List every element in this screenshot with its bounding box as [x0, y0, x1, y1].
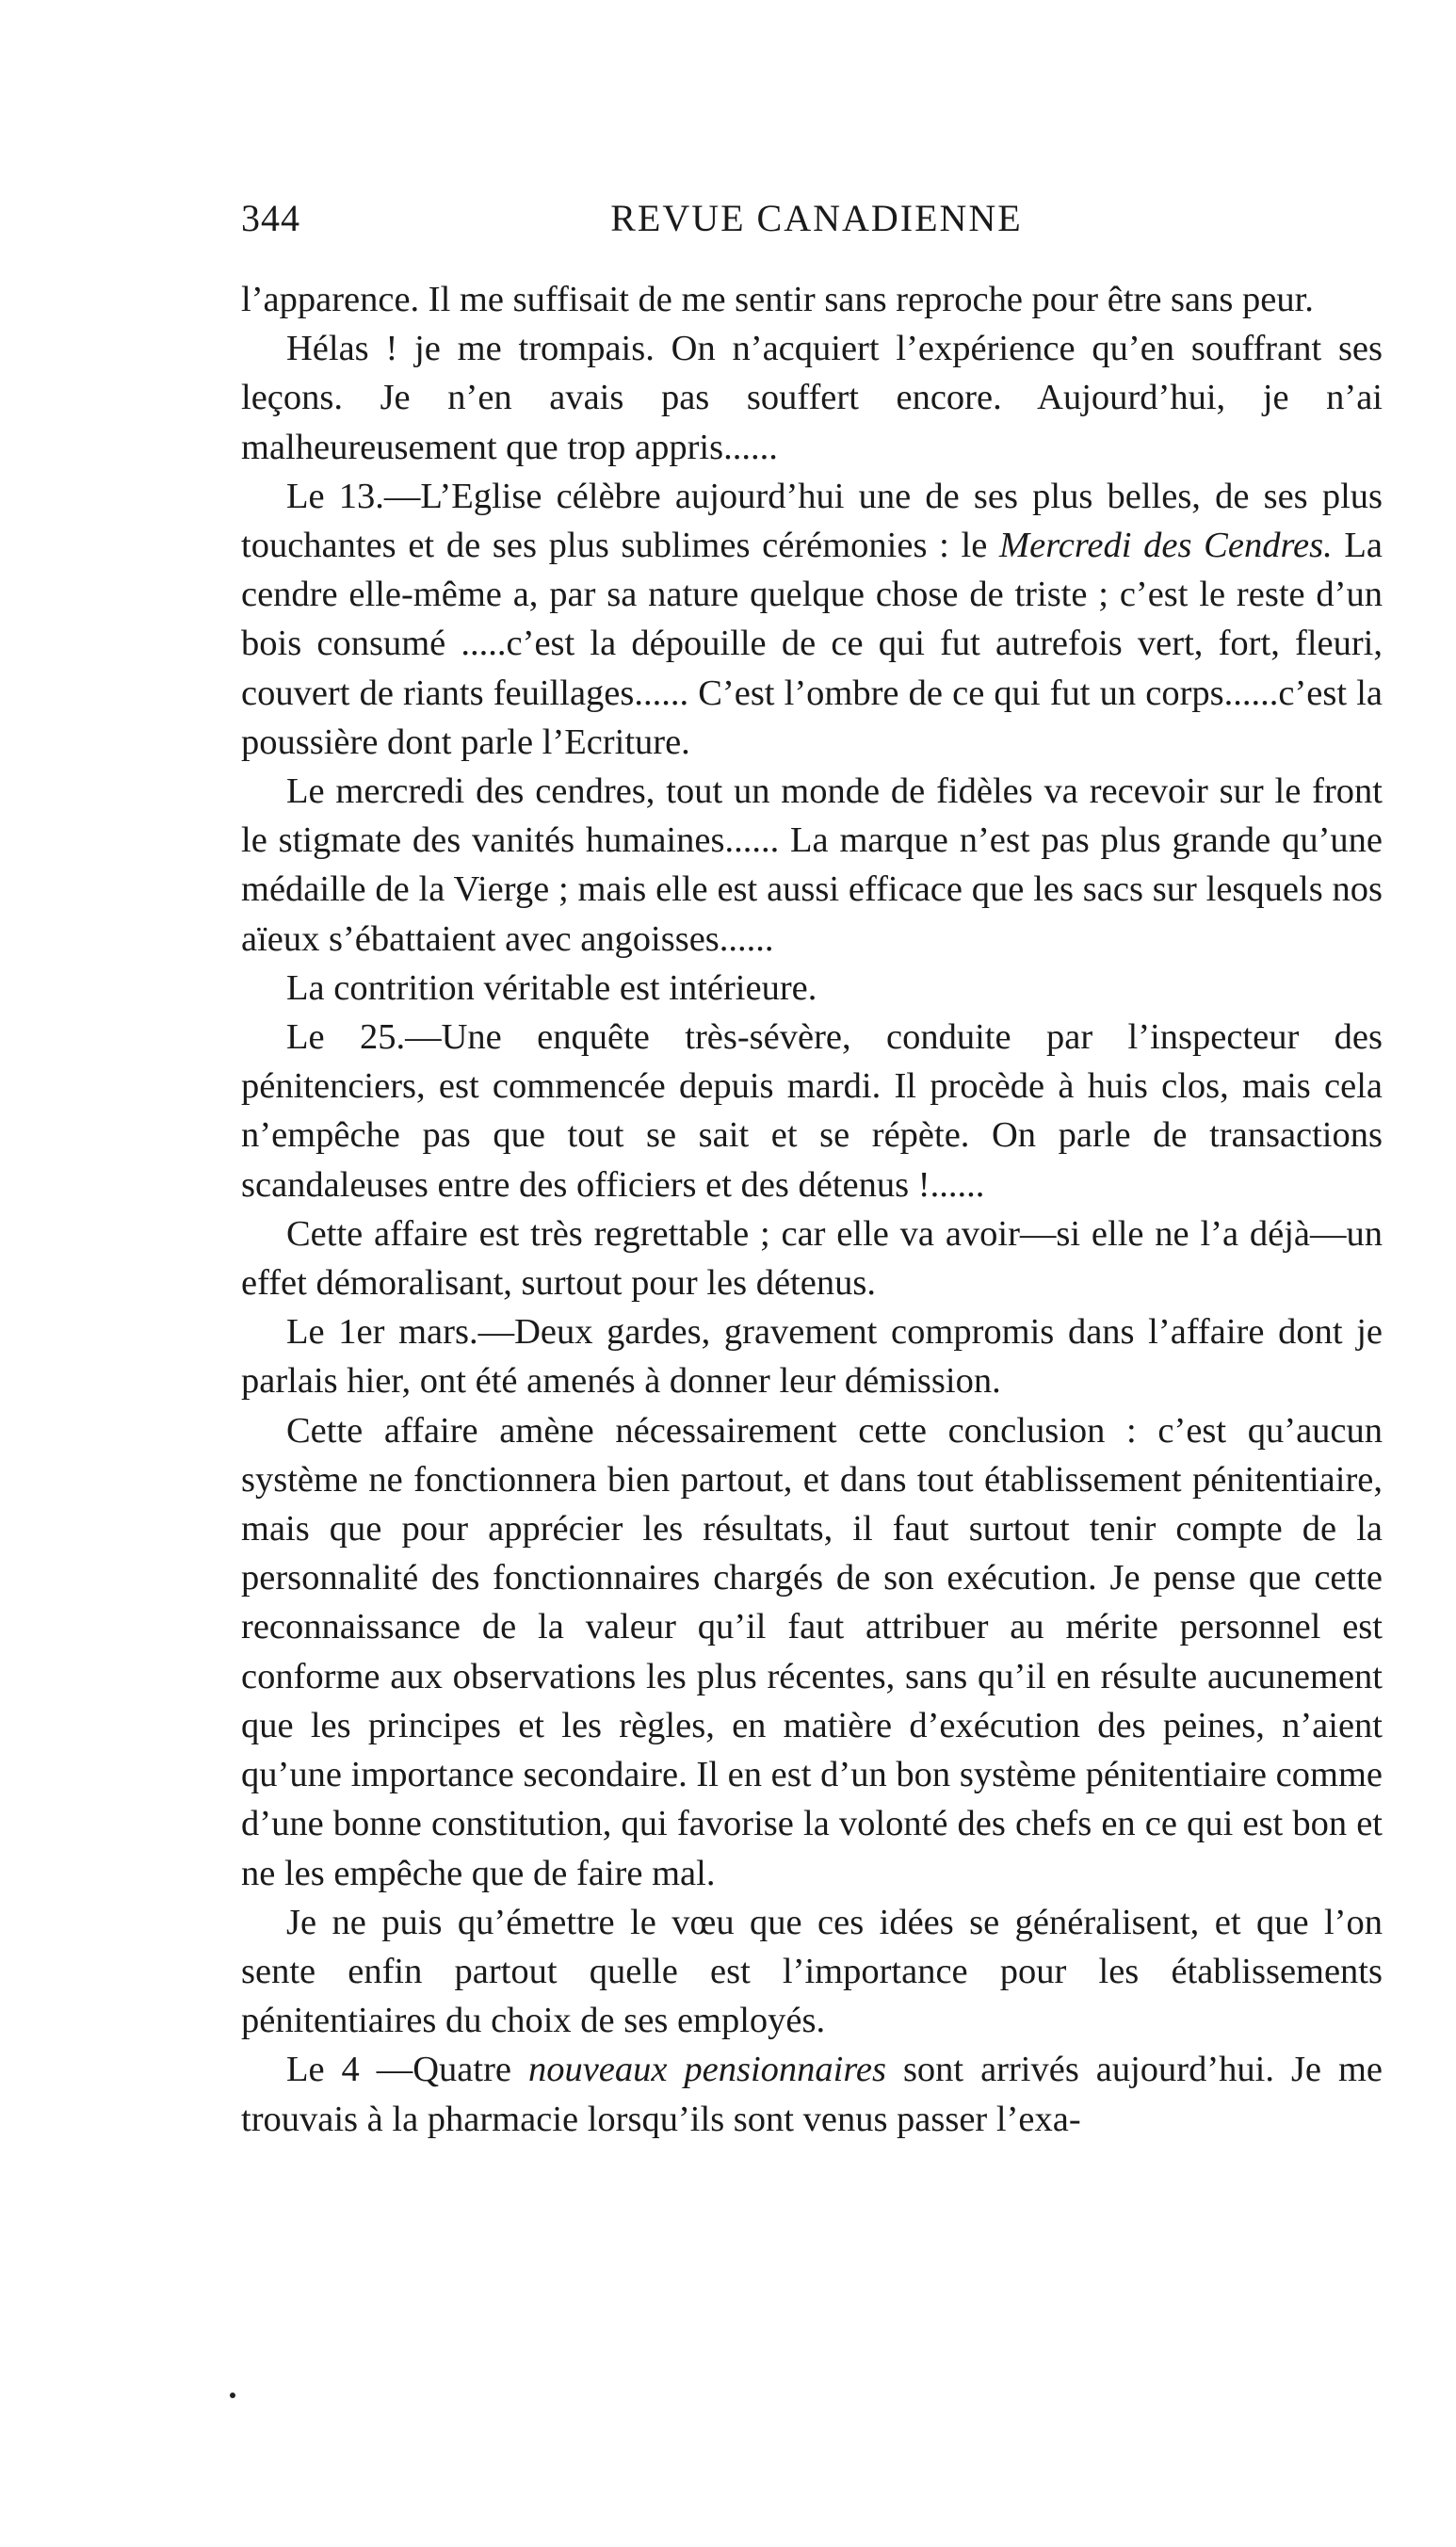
text-run: Le 4 —Quatre — [286, 2050, 528, 2090]
paragraph — [241, 2045, 1383, 2143]
text-run: Le 1er mars.—Deux gardes, gravement compromis dans l’affaire dont je parlais hier, ont été amenés à donner leur démission. — [241, 1312, 1383, 1402]
print-speck — [230, 2393, 235, 2398]
italic-text: Mercredi des Cendres. — [999, 526, 1333, 566]
text-run: Cette affaire amène nécessairement cette conclusion : c’est qu’aucun système ne fonctionnera bien partout, et dans tout établissement pénitentiaire, mais que pour apprécier les résultats, il faut surtout tenir compte de la personnalité des fonctionnaires chargés de son exécution. Je pense que cette reconnaissance de la valeur qu’il faut attribuer au mérite personnel est conforme aux observations les plus récentes, sans qu’il en résulte aucunement que les principes et les règles, en matière d’exécution des peines, n’aient qu’une importance secondaire. Il en est d’un bon système pénitentiaire comme d’une bonne constitution, qui favorise la volonté des chefs en ce qui est bon et ne les empêche que de faire mal. — [241, 1410, 1383, 1893]
page-number: 344 — [241, 197, 300, 239]
journal-title: REVUE CANADIENNE — [610, 197, 1023, 239]
text-run: Le 25.—Une enquête très-sévère, conduite par l’inspecteur des pénitenciers, est commencée depuis mardi. Il procède à huis clos, mais cela n’empêche pas que tout se sait et se répète. On parle de transactions scandaleuses entre des officiers et des détenus !...... — [241, 1017, 1383, 1205]
paragraph — [241, 275, 1383, 324]
paragraph — [241, 767, 1383, 964]
italic-text: nouveaux pensionnaires — [527, 2050, 886, 2090]
paragraph — [241, 964, 1383, 1013]
running-head — [241, 196, 1392, 252]
body-text — [241, 275, 1383, 2144]
paragraph — [241, 1406, 1383, 1898]
paragraph — [241, 472, 1383, 767]
paragraph — [241, 1209, 1383, 1307]
text-run: La cendre elle-même a, par sa nature quelque chose de triste ; c’est le reste d’un bois consumé .....c’est la dépouille de ce qui fut autrefois vert, fort, fleuri, couvert de riants feuillages...... C’est l’ombre de ce qui fut un corps......c’est la poussière dont parle l’Ecriture. — [241, 526, 1383, 762]
text-run: Le mercredi des cendres, tout un monde de fidèles va recevoir sur le front le stigmate des vanités humaines...... La marque n’est pas plus grande qu’une médaille de la Vierge ; mais elle est aussi efficace que les sacs sur lesquels nos aïeux s’ébattaient avec angoisses...... — [241, 771, 1383, 959]
text-run: Cette affaire est très regrettable ; car elle va avoir—si elle ne l’a déjà—un effet démoralisant, surtout pour les détenus. — [241, 1213, 1383, 1304]
text-run: l’apparence. Il me suffisait de me sentir sans reproche pour être sans peur. — [241, 280, 1314, 319]
paragraph — [241, 1898, 1383, 2046]
text-run: La contrition véritable est intérieure. — [286, 967, 817, 1008]
text-run: Je ne puis qu’émettre le vœu que ces idées se généralisent, et que l’on sente enfin partout quelle est l’importance pour les établissements pénitentiaires du choix de ses employés. — [241, 1902, 1383, 2041]
paragraph — [241, 324, 1383, 472]
text-run: Hélas ! je me trompais. On n’acquiert l’expérience qu’en souffrant ses leçons. Je n’en avais pas souffert encore. Aujourd’hui, je n’ai malheureusement que trop appris...... — [241, 329, 1383, 467]
text-run: sont arrivés aujourd’hui. Je me trouvais à la pharmacie lorsqu’ils sont venus passer l’exa- — [241, 2050, 1383, 2139]
paragraph — [241, 1307, 1383, 1405]
text-run: Le 13.—L’Eglise célèbre aujourd’hui une de ses plus belles, de ses plus touchantes et de ses plus sublimes cérémonies : le — [241, 476, 1383, 566]
paragraph — [241, 1013, 1383, 1209]
